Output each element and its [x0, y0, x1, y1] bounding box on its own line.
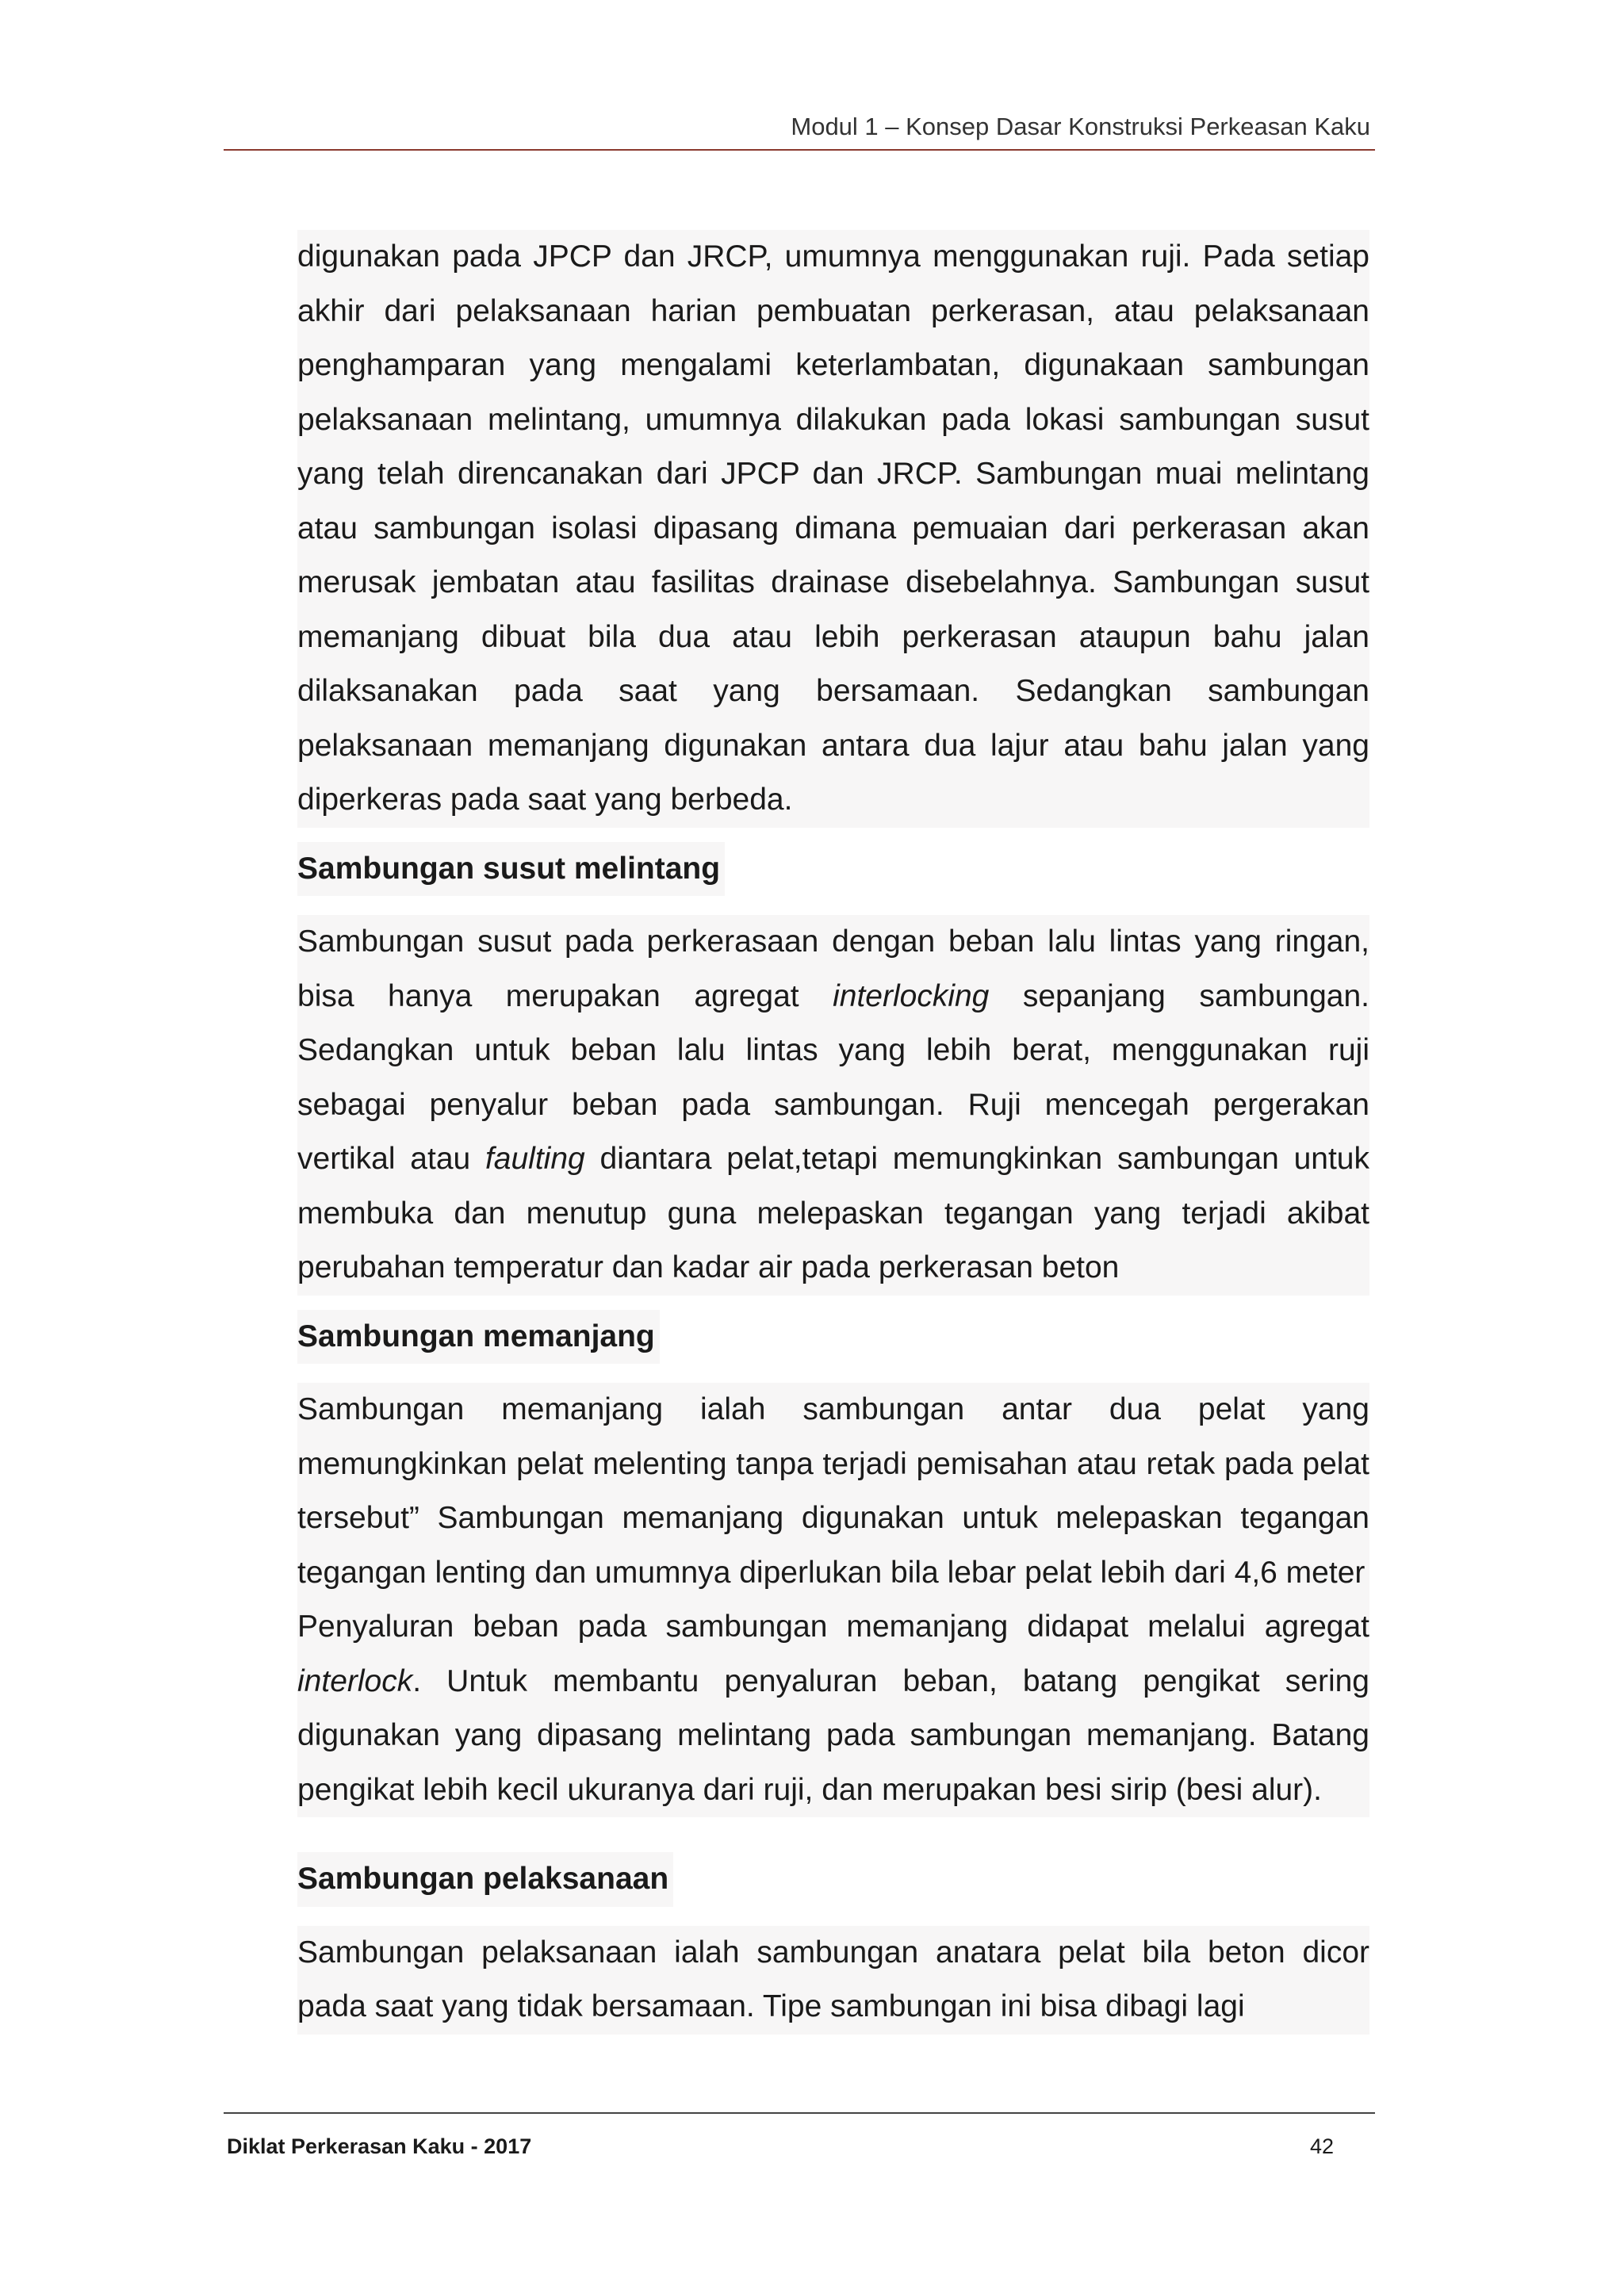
- text-run: . Untuk membantu penyaluran beban, batang pengikat sering digunakan yang dipasang melintang pada sambungan memanjang. Batang pengikat lebih kecil ukuranya dari ruji, dan merupakan besi sirip (besi alur).: [297, 1663, 1369, 1807]
- page-body: [297, 230, 1369, 2035]
- intro-paragraph: digunakan pada JPCP dan JRCP, umumnya menggunakan ruji. Pada setiap akhir dari pelaksanaan harian pembuatan perkerasan, atau pelaksanaan penghamparan yang mengalami keterlambatan, digunakaan sambungan pelaksanaan melintang, umumnya dilakukan pada lokasi sambungan susut yang telah direncanakan dari JPCP dan JRCP. Sambungan muai melintang atau sambungan isolasi dipasang dimana pemuaian dari perkerasan akan merusak jembatan atau fasilitas drainase disebelahnya. Sambungan susut memanjang dibuat bila dua atau lebih perkerasan ataupun bahu jalan dilaksanakan pada saat yang bersamaan. Sedangkan sambungan pelaksanaan memanjang digunakan antara dua lajur atau bahu jalan yang diperkeras pada saat yang berbeda.: [297, 230, 1369, 828]
- text-run: sepanjang sambungan. Sedangkan untuk beban lalu lintas yang lebih berat, menggunakan ruji sebagai penyalur beban pada sambungan. Ruji mencegah pergerakan vertikal atau: [297, 978, 1369, 1176]
- section-heading-memanjang: Sambungan memanjang: [297, 1310, 660, 1365]
- footer-course-title: Diklat Perkerasan Kaku - 2017: [227, 2134, 532, 2158]
- paragraph-memanjang-2: [297, 1600, 1369, 1817]
- italic-term-interlocking: interlocking: [833, 978, 990, 1013]
- header-divider: [224, 149, 1375, 151]
- running-header-title: Modul 1 – Konsep Dasar Konstruksi Perkeasan Kaku: [791, 113, 1370, 140]
- section-heading-pelaksanaan: Sambungan pelaksanaan: [297, 1852, 673, 1907]
- paragraph-pelaksanaan: Sambungan pelaksanaan ialah sambungan anatara pelat bila beton dicor pada saat yang tidak bersamaan. Tipe sambungan ini bisa dibagi lagi: [297, 1926, 1369, 2035]
- paragraph-susut-melintang: [297, 915, 1369, 1296]
- section-heading-wrap-susut-melintang: [297, 842, 1369, 897]
- footer-divider: [224, 2112, 1375, 2114]
- page-number: 42: [1310, 2134, 1335, 2158]
- text-run: Sambungan susut pada perkerasaan dengan beban lalu lintas yang ringan, bisa hanya merupakan agregat: [297, 924, 1369, 1013]
- italic-term-interlock: interlock: [297, 1663, 413, 1698]
- section-heading-wrap-pelaksanaan: [297, 1852, 1369, 1907]
- text-run: diantara pelat,tetapi memungkinkan sambungan untuk membuka dan menutup guna melepaskan tegangan yang terjadi akibat perubahan temperatur dan kadar air pada perkerasan beton: [297, 1142, 1369, 1284]
- text-run: Penyaluran beban pada sambungan memanjang didapat melalui agregat: [297, 1610, 1369, 1644]
- paragraph-memanjang-1: Sambungan memanjang ialah sambungan antar dua pelat yang memungkinkan pelat melenting tanpa terjadi pemisahan atau retak pada pelat tersebut” Sambungan memanjang digunakan untuk melepaskan tegangan tegangan lenting dan umumnya diperlukan bila lebar pelat lebih dari 4,6 meter: [297, 1383, 1369, 1600]
- italic-term-faulting: faulting: [485, 1142, 585, 1176]
- section-heading-susut-melintang: Sambungan susut melintang: [297, 842, 725, 897]
- section-heading-wrap-memanjang: [297, 1310, 1369, 1365]
